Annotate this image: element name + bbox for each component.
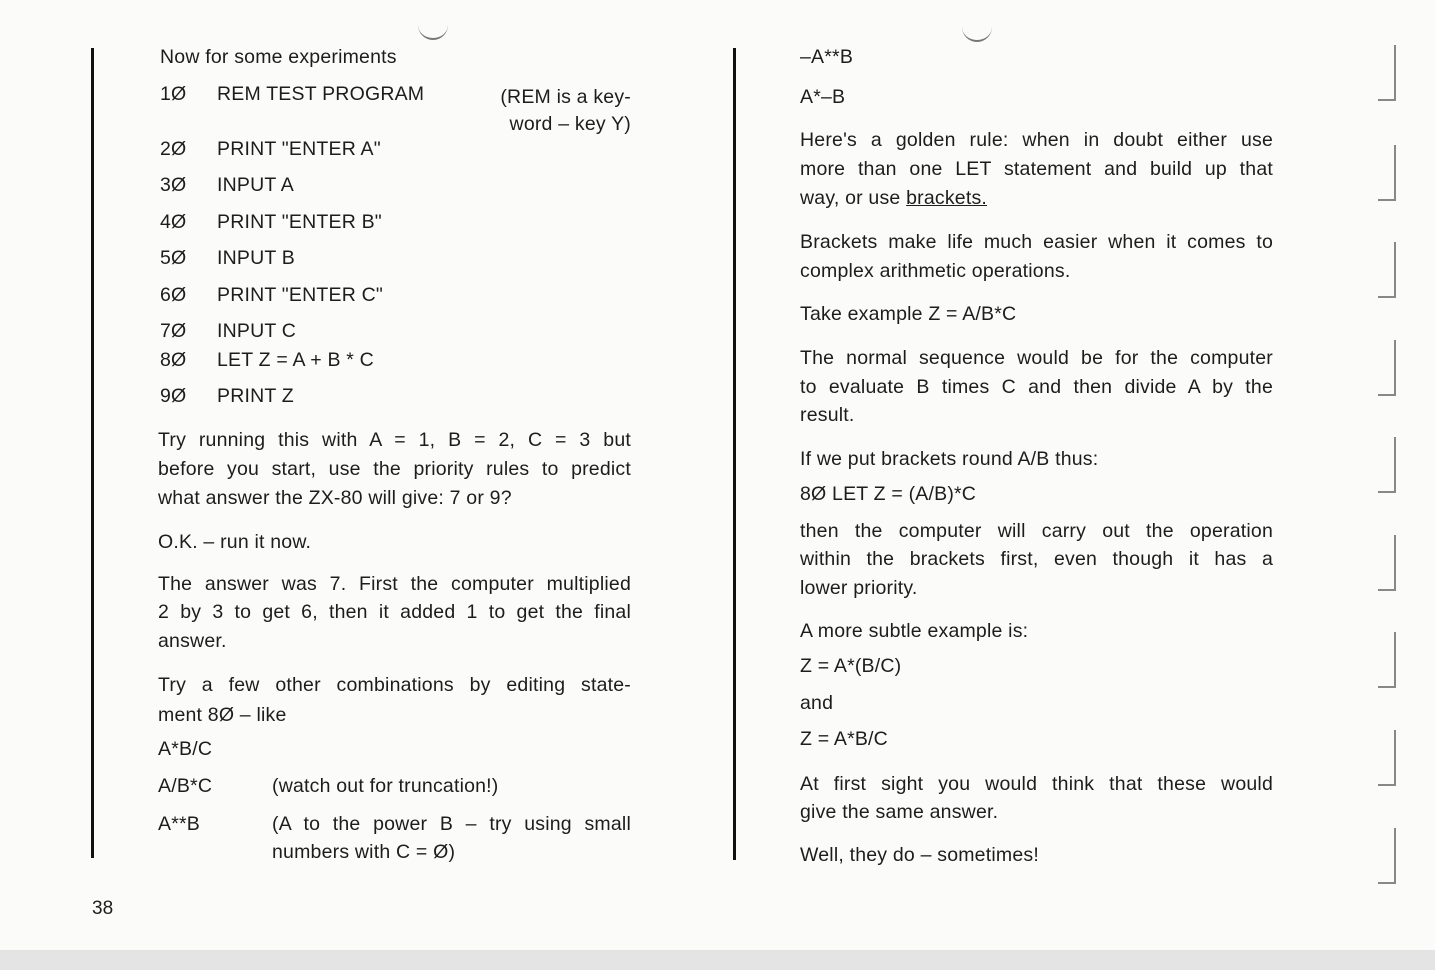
line-number: 1Ø	[160, 83, 187, 105]
paragraph-line: then the computer will carry out the operation	[800, 520, 1273, 542]
binding-notch-left	[418, 24, 448, 40]
paragraph-line: what answer the ZX-80 will give: 7 or 9?	[158, 487, 512, 509]
paragraph: A more subtle example is:	[800, 620, 1029, 642]
text-run: way, or use	[800, 187, 907, 209]
expression: –A**B	[800, 46, 854, 68]
line-number: 8Ø	[160, 349, 187, 371]
line-number: 3Ø	[160, 174, 187, 196]
paragraph-line: more than one LET statement and build up that	[800, 158, 1273, 180]
paragraph-line: to evaluate B times C and then divide A by the	[800, 376, 1273, 398]
index-tab	[1378, 45, 1396, 101]
line-number: 2Ø	[160, 138, 187, 160]
paragraph-line: result.	[800, 404, 855, 426]
code-line: PRINT "ENTER C"	[217, 284, 383, 306]
line-number: 7Ø	[160, 320, 187, 342]
code-line: PRINT Z	[217, 385, 294, 407]
right-margin-rule	[733, 48, 736, 860]
code-line: 8Ø LET Z = (A/B)*C	[800, 483, 977, 505]
code-line: PRINT "ENTER B"	[217, 211, 382, 233]
paragraph-line: Try a few other combinations by editing state-	[158, 674, 631, 696]
expression: A/B*C	[158, 775, 213, 797]
index-tab	[1378, 242, 1396, 298]
expression: Z = A*B/C	[800, 728, 888, 750]
paragraph-line: lower priority.	[800, 577, 918, 599]
paragraph-line: Try running this with A = 1, B = 2, C = 3 but	[158, 429, 631, 451]
paragraph-line: before you start, use the priority rules to predict	[158, 458, 631, 480]
index-tab	[1378, 535, 1396, 591]
index-tab	[1378, 145, 1396, 201]
code-line: PRINT "ENTER A"	[217, 138, 381, 160]
expression: A*B/C	[158, 738, 213, 760]
paragraph-line	[800, 186, 987, 210]
paragraph-line: The normal sequence would be for the computer	[800, 347, 1273, 369]
paragraph-line: within the brackets first, even though it has a	[800, 548, 1273, 570]
code-comment: (REM is a key-	[500, 86, 631, 108]
expression: A*–B	[800, 86, 846, 108]
paragraph-line: Here's a golden rule: when in doubt either use	[800, 129, 1273, 151]
scan-edge	[0, 950, 1435, 970]
index-tab	[1378, 437, 1396, 493]
code-line: REM TEST PROGRAM	[217, 83, 425, 105]
expression: Z = A*(B/C)	[800, 655, 902, 677]
heading: Now for some experiments	[160, 46, 397, 68]
code-line: INPUT B	[217, 247, 295, 269]
paragraph-line: answer.	[158, 630, 227, 652]
paragraph-line: At first sight you would think that these would	[800, 773, 1273, 795]
line-number: 9Ø	[160, 385, 187, 407]
left-margin-rule	[91, 48, 94, 858]
index-tab	[1378, 632, 1396, 688]
code-comment: word – key Y)	[509, 113, 631, 135]
line-number: 6Ø	[160, 284, 187, 306]
expression-note: (watch out for truncation!)	[272, 775, 499, 797]
paragraph-line: complex arithmetic operations.	[800, 260, 1071, 282]
paragraph-line: give the same answer.	[800, 801, 999, 823]
line-number: 4Ø	[160, 211, 187, 233]
binding-notch-right	[962, 26, 992, 42]
paragraph: Take example Z = A/B*C	[800, 303, 1017, 325]
index-tab	[1378, 828, 1396, 884]
expression: A**B	[158, 813, 200, 835]
expression-note: numbers with C = Ø)	[272, 841, 456, 863]
code-line: INPUT C	[217, 320, 297, 342]
underlined-word: brackets.	[906, 187, 988, 209]
paragraph-line: ment 8Ø – like	[158, 704, 287, 726]
page-number: 38	[92, 898, 114, 919]
code-line: INPUT A	[217, 174, 294, 196]
paragraph-line: Brackets make life much easier when it comes to	[800, 231, 1273, 253]
paragraph: If we put brackets round A/B thus:	[800, 448, 1099, 470]
paragraph: O.K. – run it now.	[158, 531, 312, 553]
paragraph-line: The answer was 7. First the computer multiplied	[158, 573, 631, 595]
code-line: LET Z = A + B * C	[217, 349, 374, 371]
index-tab	[1378, 730, 1396, 786]
index-tab	[1378, 340, 1396, 396]
expression-note: (A to the power B – try using small	[272, 813, 631, 835]
line-number: 5Ø	[160, 247, 187, 269]
paragraph: Well, they do – sometimes!	[800, 844, 1039, 866]
paragraph-line: 2 by 3 to get 6, then it added 1 to get the final	[158, 601, 631, 623]
paragraph: and	[800, 692, 834, 714]
